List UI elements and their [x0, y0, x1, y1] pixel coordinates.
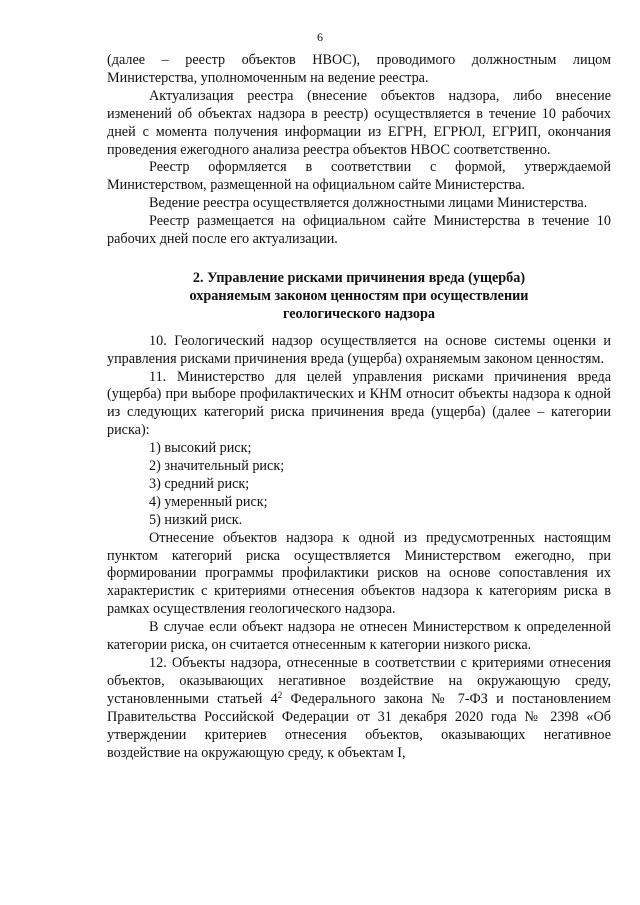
risk-category-list — [107, 440, 611, 530]
page-number: 6 — [317, 30, 323, 44]
article-superscript: 2 — [277, 689, 283, 700]
list-item: 3) средний риск; — [149, 475, 250, 492]
item-12-text-end: Федерального закона № 7-ФЗ и постановлением Правительства Российской Федерации от 31 декабря 2020 года № 2398 «Об утверждении критериев отнесения объектов, оказывающих негативное воздействие на окружающую среду, к объектам I, — [107, 690, 611, 761]
paragraph-registry-continuation: (далее – реестр объектов НВОС), проводимого должностным лицом Министерства, уполномоченным на ведение реестра. — [107, 52, 611, 86]
list-item: 1) высокий риск; — [149, 440, 252, 457]
document-body — [107, 52, 611, 762]
paragraph-item-11: 11. Министерство для целей управления рисками причинения вреда (ущерба) при выборе профилактических и КНМ относит объекты надзора к одной из следующих категорий риска причинения вреда (ущерба) (далее – категории риска): — [107, 368, 611, 439]
paragraph-registry-publication: Реестр размещается на официальном сайте Министерства в течение 10 рабочих дней после его актуализации. — [107, 213, 611, 248]
paragraph-registry-update: Актуализация реестра (внесение объектов надзора, либо внесение изменений об объектах надзора в реестр) осуществляется в течение 10 рабочих дней с момента получения информации из ЕГРН, ЕГРЮЛ, ЕГРИП, окончания проведения ежегодного анализа реестра объектов НВОС соответственно. — [107, 87, 611, 158]
item-12-text-start: 12. Объекты надзора, отнесенные в соответствии с критериями отнесения объектов, оказывающих негативное воздействие на окружающую среду, установленными статьей 4 — [107, 655, 611, 707]
paragraph-registry-form: Реестр оформляется в соответствии с формой, утверждаемой Министерством, размещенной на официальном сайте Министерства. — [107, 159, 611, 194]
paragraph-registry-maintenance: Ведение реестра осуществляется должностными лицами Министерства. — [149, 195, 588, 212]
paragraph-item-12 — [107, 655, 611, 762]
paragraph-item-10: 10. Геологический надзор осуществляется на основе системы оценки и управления рисками причинения вреда (ущерба) охраняемым законом ценностям. — [107, 332, 611, 367]
section-heading — [107, 270, 611, 324]
section-heading-line-2: охраняемым законом ценностям при осуществлении — [189, 287, 529, 304]
list-item: 2) значительный риск; — [149, 458, 285, 475]
section-heading-line-1: 2. Управление рисками причинения вреда (ущерба) — [192, 269, 526, 286]
paragraph-default-low-risk: В случае если объект надзора не отнесен Министерством к определенной категории риска, он считается отнесенным к категории низкого риска. — [107, 619, 611, 654]
list-item: 5) низкий риск. — [149, 511, 243, 528]
section-heading-line-3: геологического надзора — [282, 305, 436, 322]
paragraph-risk-assignment: Отнесение объектов надзора к одной из предусмотренных настоящим пунктом категорий риска осуществляется Министерством ежегодно, при формировании программы профилактики рисков на основе сопоставления их характеристик с критериями отнесения объектов надзора к категориям риска в рамках осуществления геологического надзора. — [107, 529, 611, 618]
list-item: 4) умеренный риск; — [149, 493, 268, 510]
